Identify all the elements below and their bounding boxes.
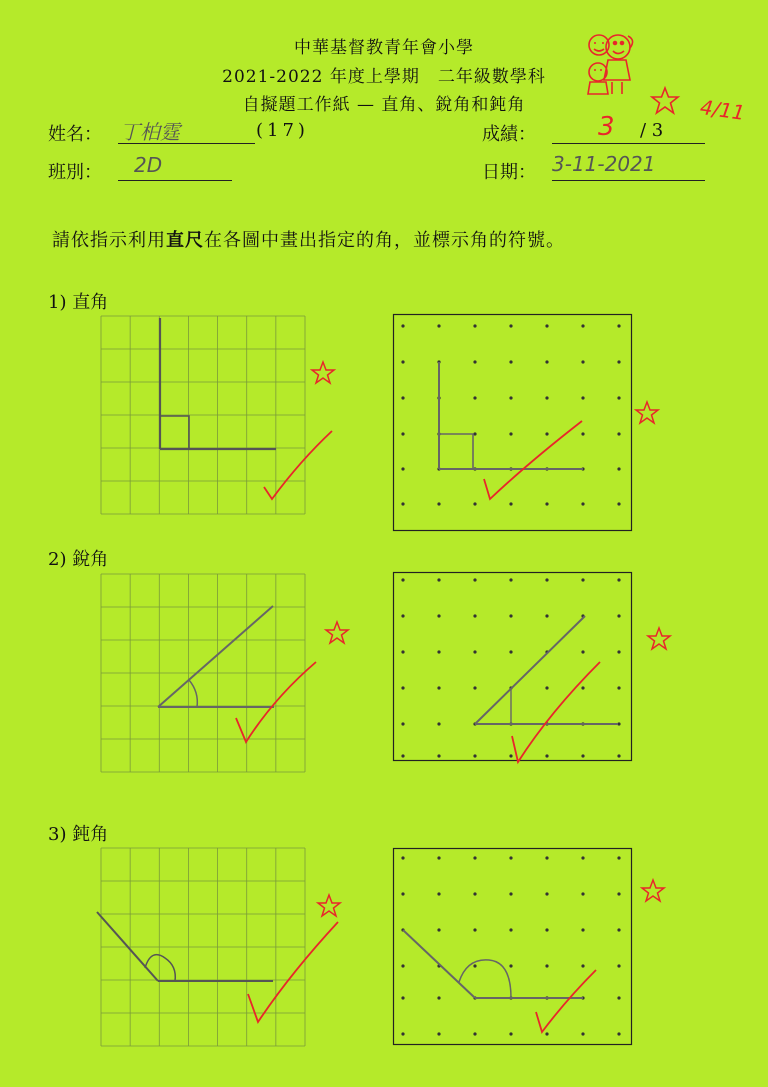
grid-dot (617, 964, 620, 967)
name-value: 丁柏霆 (120, 120, 180, 144)
grid-dot (473, 964, 476, 967)
grid-dot (617, 892, 620, 895)
grid-dot (401, 502, 404, 505)
instruction (52, 226, 565, 252)
q3-dot-check-icon (532, 966, 602, 1036)
score-total: / 3 (640, 120, 664, 141)
grid-dot (401, 396, 404, 399)
date-label: 日期： (482, 162, 536, 183)
grid-dot (401, 892, 404, 895)
grid-dot (617, 502, 620, 505)
school-name: 中華基督教青年會小學 (294, 38, 474, 58)
grid-dot (401, 722, 404, 725)
grid-dot (545, 892, 548, 895)
q2-grid-star-icon (324, 620, 350, 646)
grid-dot (617, 614, 620, 617)
grid-dot (401, 578, 404, 581)
grid-dot (509, 928, 512, 931)
grid-dot (401, 360, 404, 363)
grid-dot (401, 754, 404, 757)
grid-dot (545, 396, 548, 399)
q1-grid-star-icon (310, 360, 336, 386)
grid-dot (401, 1032, 404, 1035)
grid-dot (617, 996, 620, 999)
grid-dot (437, 856, 440, 859)
q3-grid-angle-arc (145, 955, 175, 981)
q3-dot-star-icon (640, 878, 666, 904)
grid-dot (617, 432, 620, 435)
grid-dot (617, 396, 620, 399)
grid-dot (581, 396, 584, 399)
q3-grid-check-icon (244, 918, 344, 1028)
mascot-logo-icon (582, 30, 642, 100)
grid-dot (617, 856, 620, 859)
q3-grid-star-icon (316, 893, 342, 919)
grid-dot (437, 996, 440, 999)
grid-dot (437, 892, 440, 895)
instruction-before: 請依指示利用 (52, 230, 166, 251)
grid-dot (473, 856, 476, 859)
class-underline (118, 180, 232, 181)
grid-dot (581, 856, 584, 859)
q1-grid-check-icon (260, 425, 340, 505)
grid-dot (437, 754, 440, 757)
grid-dot (509, 650, 512, 653)
q3-grid-slanted-arm (97, 912, 158, 981)
class-label: 班別： (48, 162, 102, 183)
grid-dot (545, 928, 548, 931)
score-label: 成績： (482, 124, 536, 145)
grid-dot (401, 686, 404, 689)
grid-dot (617, 578, 620, 581)
grid-dot (617, 650, 620, 653)
grid-dot (617, 1032, 620, 1035)
teacher-star-icon (650, 86, 680, 116)
grid-dot (509, 578, 512, 581)
grid-dot (473, 432, 476, 435)
grid-dot (509, 892, 512, 895)
grid-dot (437, 722, 440, 725)
q1-grid-right-angle-mark (160, 416, 189, 449)
grid-dot (545, 360, 548, 363)
grid-dot (401, 614, 404, 617)
grid-dot (509, 1032, 512, 1035)
grid-dot (473, 928, 476, 931)
grid-dot (617, 928, 620, 931)
grid-dot (509, 360, 512, 363)
name-label: 姓名： (48, 124, 102, 145)
q1-dot-star-icon (634, 400, 660, 426)
grid-dot (437, 578, 440, 581)
grid-dot (437, 614, 440, 617)
instruction-bold: 直尺 (166, 230, 204, 251)
q2-grid-angle-arc (189, 680, 197, 707)
grid-dot (509, 614, 512, 617)
grid-dot (617, 467, 620, 470)
grid-dot (401, 996, 404, 999)
grid-dot (581, 578, 584, 581)
grid-dot (401, 964, 404, 967)
grid-dot (617, 754, 620, 757)
grid-dot (401, 650, 404, 653)
grid-dot (437, 1032, 440, 1035)
grid-dot (401, 432, 404, 435)
grid-dot (473, 614, 476, 617)
worksheet-title: 自擬題工作紙 — 直角、銳角和鈍角 (242, 95, 526, 115)
grid-dot (509, 964, 512, 967)
grid-dot (437, 650, 440, 653)
q1-dot-check-icon (478, 415, 588, 505)
grid-dot (617, 360, 620, 363)
grid-dot (437, 686, 440, 689)
grid-dot (509, 324, 512, 327)
q2-dot-star-icon (646, 626, 672, 652)
grid-dot (437, 502, 440, 505)
grid-dot (437, 928, 440, 931)
grid-dot (473, 892, 476, 895)
date-underline (552, 180, 705, 181)
instruction-after: 在各圖中畫出指定的角，並標示角的符號。 (204, 230, 565, 251)
q2-grid-check-icon (232, 658, 322, 748)
grid-dot (581, 892, 584, 895)
grid-dot (401, 467, 404, 470)
q3-dot-slanted-arm (403, 930, 475, 998)
grid-dot (473, 650, 476, 653)
grid-dot (473, 754, 476, 757)
grid-dot (473, 396, 476, 399)
grid-dot (545, 578, 548, 581)
grid-dot (581, 928, 584, 931)
grid-dot (545, 614, 548, 617)
question-3-label: 3) 鈍角 (48, 824, 109, 845)
grid-dot (401, 856, 404, 859)
grid-dot (545, 324, 548, 327)
grid-dot (473, 1032, 476, 1035)
grid-dot (509, 856, 512, 859)
grid-dot (617, 686, 620, 689)
date-value: 3-11-2021 (552, 152, 656, 176)
grid-dot (473, 324, 476, 327)
teacher-date: 4/11 (698, 94, 747, 126)
grid-dot (581, 650, 584, 653)
score-underline (552, 143, 705, 144)
question-1-label: 1) 直角 (48, 292, 109, 313)
q3-dot-angle-arc (459, 960, 511, 998)
q2-dot-check-icon (506, 656, 606, 766)
score-value: 3 (598, 112, 615, 142)
class-number: (17) (256, 120, 309, 141)
class-value: 2D (134, 153, 163, 177)
term-line: 2021-2022 年度上學期 二年級數學科 (222, 67, 546, 87)
grid-dot (509, 396, 512, 399)
grid-dot (473, 686, 476, 689)
q1-dot-right-angle-mark (439, 434, 473, 469)
grid-dot (473, 502, 476, 505)
name-underline (118, 143, 255, 144)
grid-dot (473, 360, 476, 363)
grid-dot (473, 578, 476, 581)
grid-dot (545, 856, 548, 859)
grid-dot (581, 324, 584, 327)
question-2-label: 2) 銳角 (48, 549, 109, 570)
grid-dot (617, 324, 620, 327)
grid-dot (401, 324, 404, 327)
grid-dot (437, 324, 440, 327)
grid-dot (581, 360, 584, 363)
